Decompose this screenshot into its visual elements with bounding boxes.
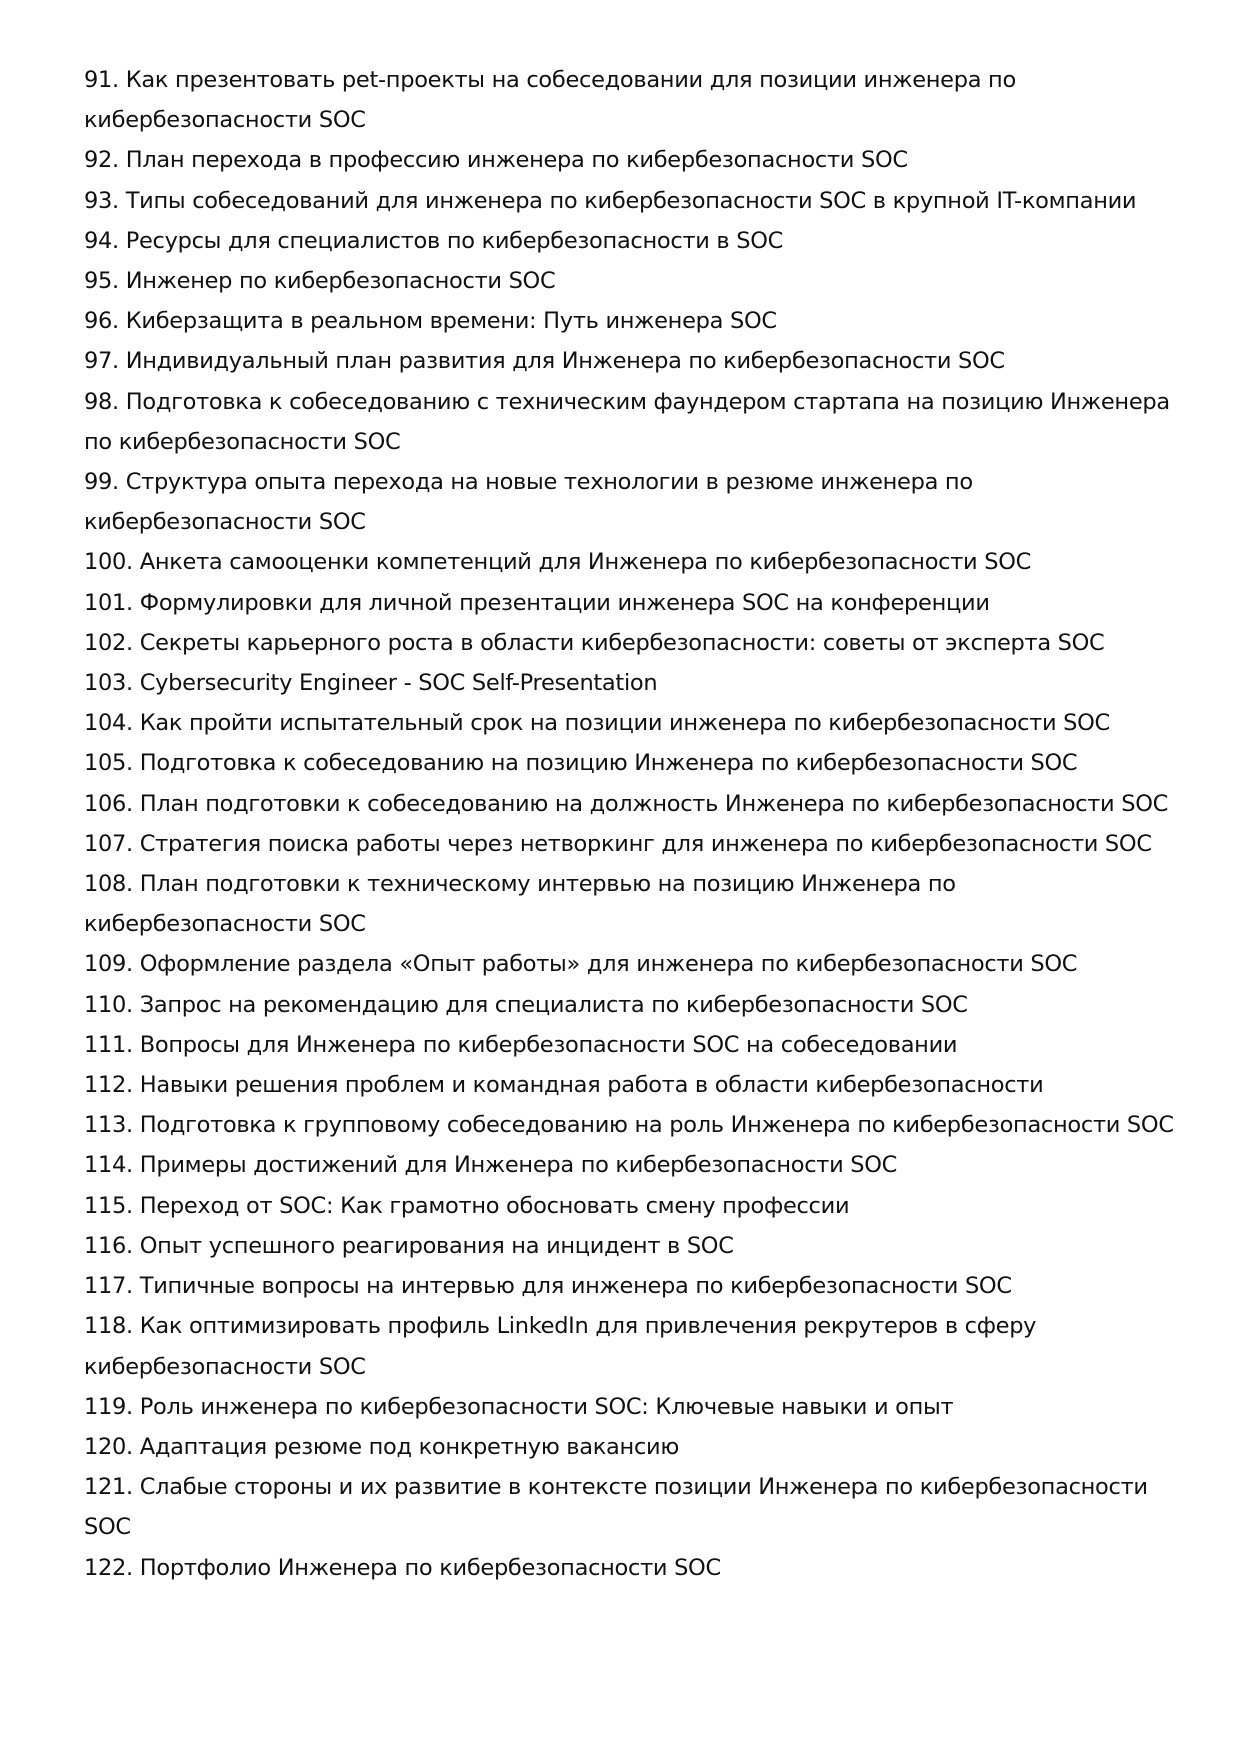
list-item: 97. Индивидуальный план развития для Инженера по кибербезопасности SOC [84, 348, 1005, 375]
list-item: 98. Подготовка к собеседованию с техническим фаундером стартапа на позицию Инженера по кибербезопасности SOC [84, 388, 1170, 455]
list-item: 113. Подготовка к групповому собеседованию на роль Инженера по кибербезопасности SOC [84, 1112, 1174, 1139]
list-item: 106. План подготовки к собеседованию на должность Инженера по кибербезопасности SOC [84, 790, 1169, 817]
list-item: 118. Как оптимизировать профиль LinkedIn для привлечения рекрутеров в сферу кибербезопасности SOC [84, 1313, 1037, 1380]
list-item: 117. Типичные вопросы на интервью для инженера по кибербезопасности SOC [84, 1273, 1012, 1300]
list-item: 114. Примеры достижений для Инженера по кибербезопасности SOC [84, 1152, 898, 1179]
list-item: 110. Запрос на рекомендацию для специалиста по кибербезопасности SOC [84, 991, 968, 1018]
list-item: 116. Опыт успешного реагирования на инцидент в SOC [84, 1232, 734, 1259]
list-item: 103. Cybersecurity Engineer - SOC Self-Presentation [84, 670, 658, 697]
list-item: 122. Портфолио Инженера по кибербезопасности SOC [84, 1554, 721, 1581]
list-item: 112. Навыки решения проблем и командная работа в области кибербезопасности [84, 1072, 1044, 1099]
list-item: 92. План перехода в профессию инженера по кибербезопасности SOC [84, 147, 908, 174]
list-item: 93. Типы собеседований для инженера по кибербезопасности SOC в крупной IT-компании [84, 187, 1137, 214]
list-item: 94. Ресурсы для специалистов по кибербезопасности в SOC [84, 227, 784, 254]
list-item: 102. Секреты карьерного роста в области кибербезопасности: советы от эксперта SOC [84, 629, 1105, 656]
list-item: 111. Вопросы для Инженера по кибербезопасности SOC на собеседовании [84, 1031, 958, 1058]
list-item: 96. Киберзащита в реальном времени: Путь инженера SOC [84, 308, 777, 335]
list-item: 105. Подготовка к собеседованию на позицию Инженера по кибербезопасности SOC [84, 750, 1078, 777]
list-item: 107. Стратегия поиска работы через нетворкинг для инженера по кибербезопасности SOC [84, 830, 1152, 857]
list-item: 100. Анкета самооценки компетенций для Инженера по кибербезопасности SOC [84, 549, 1032, 576]
topic-list [84, 60, 1174, 1588]
list-item: 91. Как презентовать pet-проекты на собеседовании для позиции инженера по кибербезопасности SOC [84, 67, 1016, 134]
list-item: 108. План подготовки к техническому интервью на позицию Инженера по кибербезопасности SOC [84, 871, 956, 938]
list-item: 99. Структура опыта перехода на новые технологии в резюме инженера по кибербезопасности SOC [84, 469, 973, 536]
list-item: 120. Адаптация резюме под конкретную вакансию [84, 1433, 679, 1460]
list-item: 115. Переход от SOC: Как грамотно обосновать смену профессии [84, 1192, 850, 1219]
list-item: 119. Роль инженера по кибербезопасности SOC: Ключевые навыки и опыт [84, 1393, 954, 1420]
list-item: 121. Слабые стороны и их развитие в контексте позиции Инженера по кибербезопасности SOC [84, 1474, 1148, 1541]
list-item: 95. Инженер по кибербезопасности SOC [84, 268, 556, 295]
list-item: 109. Оформление раздела «Опыт работы» для инженера по кибербезопасности SOC [84, 951, 1078, 978]
list-item: 104. Как пройти испытательный срок на позиции инженера по кибербезопасности SOC [84, 710, 1110, 737]
list-item: 101. Формулировки для личной презентации инженера SOC на конференции [84, 589, 990, 616]
